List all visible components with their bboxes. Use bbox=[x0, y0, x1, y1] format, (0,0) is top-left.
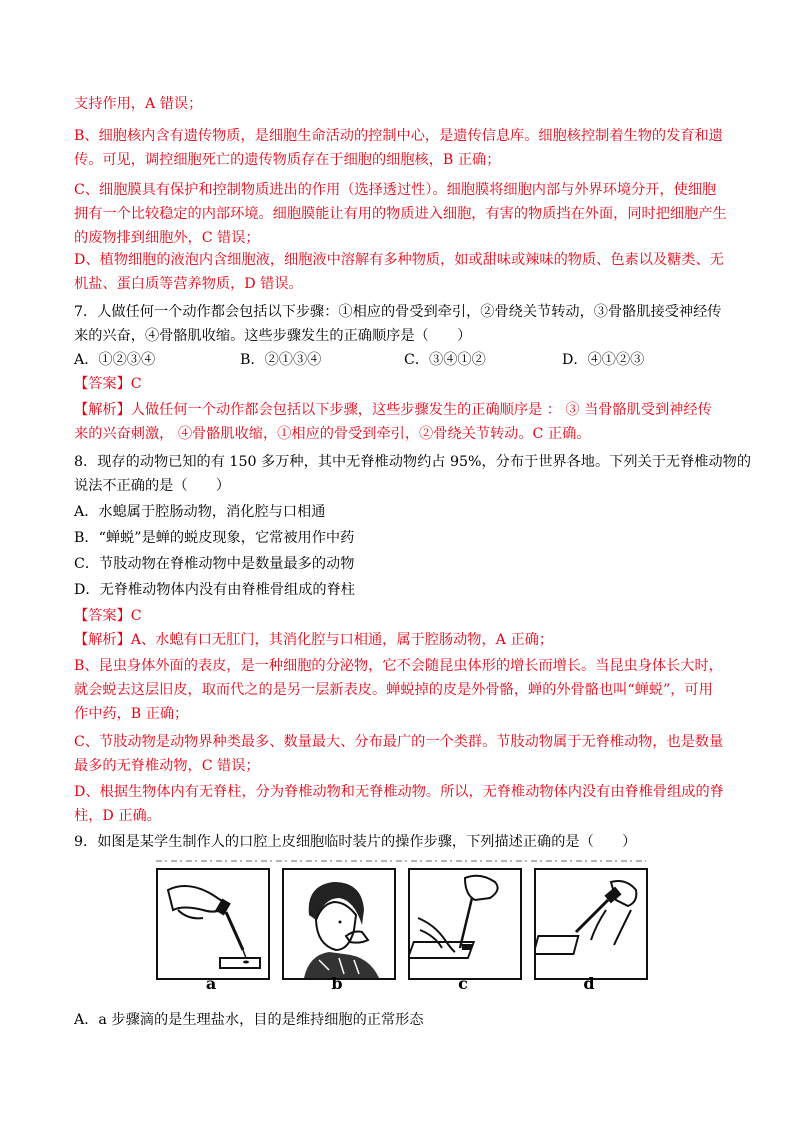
scan-artifact-strip bbox=[156, 858, 646, 864]
text-line: 支持作用，A 错误； bbox=[74, 96, 203, 112]
text-line: 的废物排到细胞外，C 错误； bbox=[74, 230, 260, 246]
text-line: 说法不正确的是（ ） bbox=[74, 478, 231, 494]
staining-with-dropper-illustration bbox=[536, 870, 646, 978]
text-line: 柱，D 正确。 bbox=[74, 808, 161, 824]
text-line: 最多的无脊椎动物，C 错误； bbox=[74, 758, 260, 774]
text-line: 8．现存的动物已知的有 150 多万种，其中无脊椎动物约占 95%，分布于世界各地。下列关于无脊椎动物的 bbox=[74, 454, 752, 470]
text-line: 来的兴奋，④骨骼肌收缩。这些步骤发生的正确顺序是（ ） bbox=[74, 328, 472, 344]
dropper-on-slide-illustration bbox=[158, 870, 268, 978]
figure-label-d: d bbox=[583, 974, 595, 993]
scraping-cheek-illustration bbox=[284, 870, 394, 978]
text-line: 9．如图是某学生制作人的口腔上皮细胞临时装片的操作步骤，下列描述正确的是（ ） bbox=[74, 834, 637, 850]
figure-label-c: c bbox=[458, 974, 468, 993]
text-line: C、细胞膜具有保护和控制物质进出的作用（选择透过性）。细胞膜将细胞内部与外界环境分开，使细胞 bbox=[74, 182, 717, 198]
text-line: 【答案】C bbox=[74, 376, 142, 392]
q7-option: A．①②③④ bbox=[74, 352, 156, 368]
text-line: 7．人做任何一个动作都会包括以下步骤：①相应的骨受到牵引，②骨绕关节转动，③骨骼肌接受神经传 bbox=[74, 304, 722, 320]
q7-option: C．③④①② bbox=[404, 352, 486, 368]
q7-option: B．②①③④ bbox=[240, 352, 322, 368]
text-line: 作中药，B 正确； bbox=[74, 706, 189, 722]
figure-label-a: a bbox=[205, 974, 217, 993]
text-line: B、细胞核内含有遗传物质，是细胞生命活动的控制中心，是遗传信息库。细胞核控制着生物的发育和遗 bbox=[74, 128, 723, 144]
text-line: 机盐、蛋白质等营养物质，D 错误。 bbox=[74, 276, 303, 292]
text-line: C．节肢动物在脊椎动物中是数量最多的动物 bbox=[74, 556, 355, 572]
step-b-panel bbox=[282, 868, 396, 980]
text-line: 来的兴奋刺激， ④骨骼肌收缩，①相应的骨受到牵引，②骨绕关节转动。C 正确。 bbox=[74, 426, 591, 442]
text-line: 拥有一个比较稳定的内部环境。细胞膜能让有用的物质进入细胞，有害的物质挡在外面，同时把细胞产生 bbox=[74, 206, 727, 222]
step-a-panel bbox=[156, 868, 270, 980]
step-d-panel bbox=[534, 868, 648, 980]
text-line: 【解析】A、水螅有口无肛门，其消化腔与口相通，属于腔肠动物，A 正确； bbox=[74, 632, 554, 648]
text-line: D、植物细胞的液泡内含细胞液，细胞液中溶解有多种物质，如或甜味或辣味的物质、色素以及糖类、无 bbox=[74, 252, 724, 268]
text-line: A．水螅属于腔肠动物，消化腔与口相通 bbox=[74, 504, 326, 520]
text-line: 【答案】C bbox=[74, 608, 142, 624]
text-line: B．“蝉蜕”是蝉的蜕皮现象，它常被用作中药 bbox=[74, 530, 355, 546]
text-line: B、昆虫身体外面的表皮，是一种细胞的分泌物，它不会随昆虫体形的增长而增长。当昆虫身体长大时， bbox=[74, 658, 723, 674]
text-line: 传。可见，调控细胞死亡的遗传物质存在于细胞的细胞核，B 正确； bbox=[74, 152, 501, 168]
figure-label-b: b bbox=[331, 974, 343, 993]
stirring-on-slide-illustration bbox=[410, 870, 520, 978]
text-line: 就会蜕去这层旧皮，取而代之的是另一层新表皮。蝉蜕掉的皮是外骨骼，蝉的外骨骼也叫“蝉蜕”，可用 bbox=[74, 682, 713, 698]
cheek-cell-slide-steps-figure bbox=[156, 858, 646, 993]
step-c-panel bbox=[408, 868, 522, 980]
text-line: D．无脊椎动物体内没有由脊椎骨组成的脊柱 bbox=[74, 582, 355, 598]
text-line: 【解析】人做任何一个动作都会包括以下步骤，这些步骤发生的正确顺序是 ： ③ 当骨骼肌受到神经传 bbox=[74, 402, 712, 418]
text-line: C、节肢动物是动物界种类最多、数量最大、分布最广的一个类群。节肢动物属于无脊椎动物，也是数量 bbox=[74, 734, 724, 750]
q7-option: D．④①②③ bbox=[562, 352, 645, 368]
text-line: A．a 步骤滴的是生理盐水，目的是维持细胞的正常形态 bbox=[74, 1012, 424, 1028]
text-line: D、根据生物体内有无脊柱，分为脊椎动物和无脊椎动物。所以，无脊椎动物体内没有由脊椎骨组成的脊 bbox=[74, 784, 724, 800]
